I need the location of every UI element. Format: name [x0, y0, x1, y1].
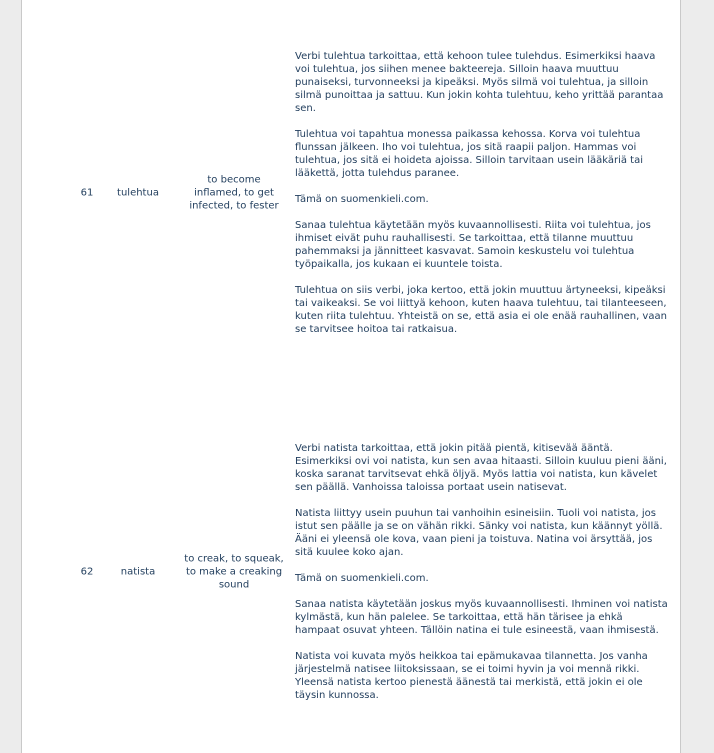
document-page — [21, 0, 681, 753]
description-paragraph: Sanaa natista käytetään joskus myös kuvaannollisesti. Ihminen voi natista kylmästä, kun hän palelee. Se tarkoittaa, että hän tärisee ja ehkä hampaat osuvat yhteen. Tällöin natina ei tule esineestä, vaan ihmisestä. — [295, 599, 668, 636]
description-paragraph: Natista voi kuvata myös heikkoa tai epämukavaa tilannetta. Jos vanha järjestelmä natisee liitoksissaan, se ei toimi hyvin ja voi mennä rikki. Yleensä natista kertoo pienestä äänestä tai merkistä, että jokin ei ole täysin kunnossa. — [295, 651, 648, 701]
entry-translation: to creak, to squeak, to make a creaking sound — [184, 553, 284, 591]
description-paragraph: Verbi natista tarkoittaa, että jokin pitää pientä, kitisevää ääntä. Esimerkiksi ovi voi natista, kun sen avaa hitaasti. Silloin kuuluu pieni ääni, koska saranat tarvitsevat ehkä öljyä. Myös lattia voi natista, kun kävelet sen päällä. Vanhoissa taloissa portaat usein natisevat. — [295, 443, 667, 493]
entry-description — [295, 50, 669, 336]
description-paragraph: Tulehtua voi tapahtua monessa paikassa kehossa. Korva voi tulehtua flunssan jälkeen. Iho voi tulehtua, jos sitä raapii paljon. Hammas voi tulehtua, jos sitä ei hoideta ajoissa. Silloin tarvitaan usein lääkäriä tai lääkettä, jotta tulehdus paranee. — [295, 129, 643, 179]
entry-description — [295, 442, 669, 702]
description-paragraph: Tämä on suomenkieli.com. — [295, 573, 429, 584]
description-paragraph: Sanaa tulehtua käytetään myös kuvaannollisesti. Riita voi tulehtua, jos ihmiset eivät puhu rauhallisesti. Se tarkoittaa, että tilanne muuttuu pahemmaksi ja jännitteet kasvavat. Samoin keskustelu voi tulehtua työpaikalla, jos kukaan ei kuuntele toista. — [295, 220, 651, 270]
entry-word: tulehtua — [117, 187, 159, 199]
entry-word: natista — [120, 566, 156, 578]
description-paragraph: Tulehtua on siis verbi, joka kertoo, että jokin muuttuu ärtyneeksi, kipeäksi tai vaikeaksi. Se voi liittyä kehoon, kuten haava tulehtuu, tai tilanteeseen, kuten riita tulehtuu. Yhteistä on se, että asia ei ole enää rauhallinen, vaan se tarvitsee hoitoa tai ratkaisua. — [295, 285, 667, 335]
table-row — [22, 396, 680, 748]
description-paragraph: Verbi tulehtua tarkoittaa, että kehoon tulee tulehdus. Esimerkiksi haava voi tulehtua, jos siihen menee bakteereja. Silloin haava muuttuu punaiseksi, turvonneeksi ja kipeäksi. Myös silmä voi tulehtua, ja silloin silmä punoittaa ja sattuu. Kun jokin kohta tulehtuu, keho yrittää parantaa sen. — [295, 51, 664, 114]
entry-number: 61 — [80, 187, 94, 199]
description-paragraph: Natista liittyy usein puuhun tai vanhoihin esineisiin. Tuoli voi natista, jos istut sen päälle ja se on vähän rikki. Sänky voi natista, kun käännyt yöllä. Ääni ei yleensä ole kova, vaan pieni ja toistuva. Natina voi ärsyttää, jos sitä kuulee koko ajan. — [295, 508, 663, 558]
entry-number: 62 — [80, 566, 94, 578]
description-paragraph: Tämä on suomenkieli.com. — [295, 194, 429, 205]
entry-translation: to become inflamed, to get infected, to fester — [189, 174, 279, 212]
table-row — [22, 0, 680, 398]
